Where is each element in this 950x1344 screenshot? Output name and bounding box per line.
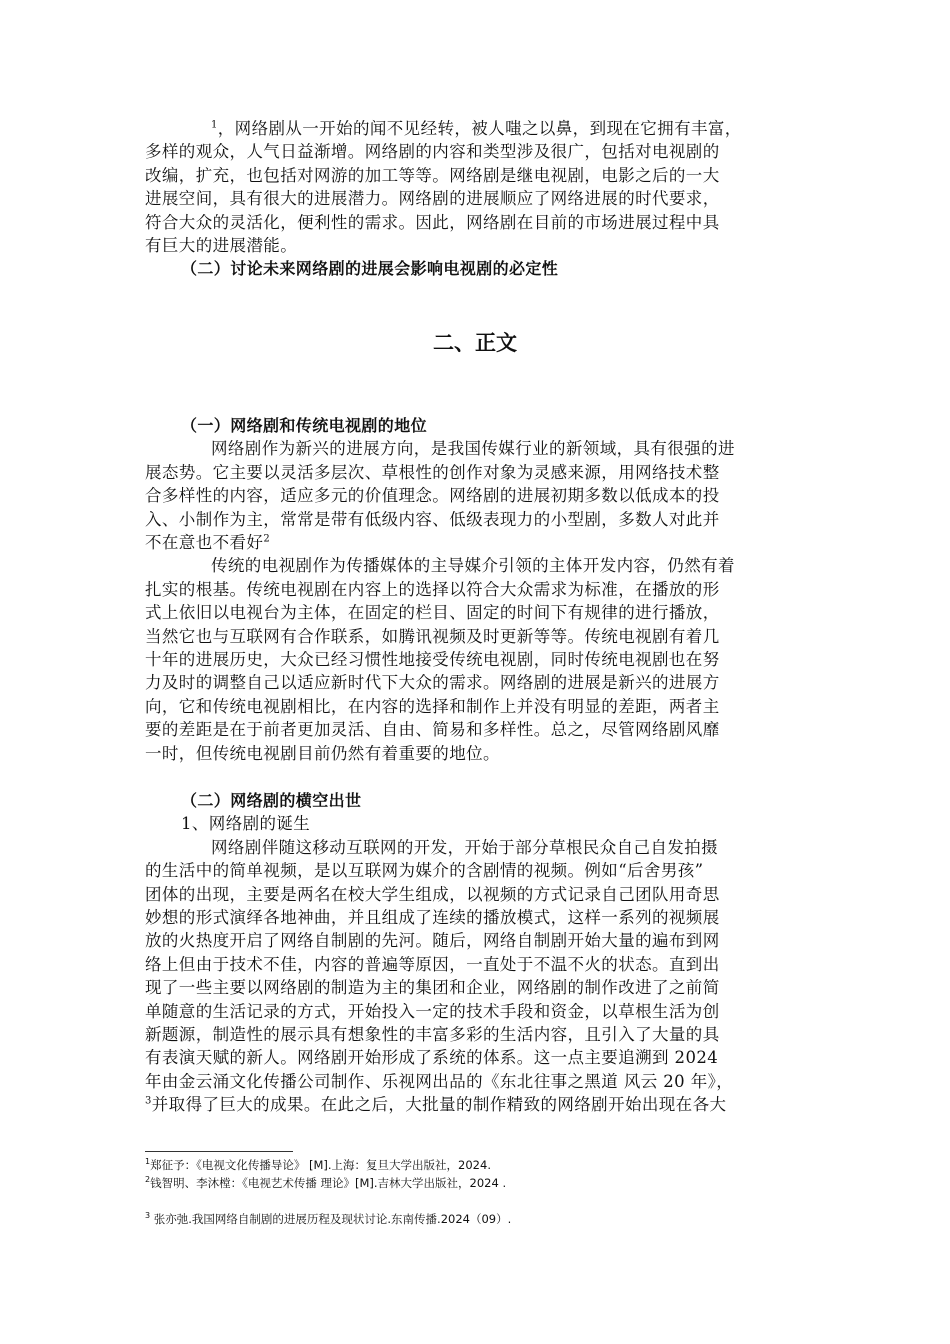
footnote: $^1$郑征予：《电视文化传播导论》 [M].上海：复旦大学出版社，2024.: [145, 1157, 491, 1172]
footnotes: [145, 1156, 805, 1228]
section-title: 二、正文: [433, 331, 517, 355]
sub-heading: 1、网络剧的诞生: [181, 814, 311, 834]
footnote: $^3$ 张亦弛.我国网络自制剧的进展历程及现状讨论.东南传播.2024（09）.: [145, 1211, 512, 1226]
paragraph-line: 有表演天赋的新人。网络剧开始形成了系统的体系。这一点主要追溯到 2024: [145, 1048, 719, 1068]
footnote-ref: 2: [263, 533, 271, 545]
paragraph-line: 并取得了巨大的成果。在此之后，大批量的制作精致的网络剧开始出现在各大: [151, 1095, 727, 1115]
paragraph-line: 的生活中的简单视频，是以互联网为媒介的含剧情的视频。例如“后舍男孩”: [145, 861, 704, 881]
paragraph-line: 传统的电视剧作为传播媒体的主导媒介引领的主体开发内容，仍然有着: [211, 556, 735, 576]
footnote-ref: 3: [145, 1095, 152, 1107]
paragraph-line: 现了一些主要以网络剧的制造为主的集团和企业，网络剧的制作改进了之前简: [145, 978, 720, 998]
paragraph-line: 网络剧伴随这移动互联网的开发，开始于部分草根民众自己自发拍摄: [211, 837, 718, 857]
footnote: $^2$钱智明、李沐樘：《电视艺术传播 理论》[M].吉林大学出版社，2024 .: [145, 1175, 507, 1190]
subsection-heading: （一）网络剧和传统电视剧的地位: [181, 416, 428, 435]
section-one: [145, 414, 805, 765]
paragraph-line: 符合大众的灵活化，便利性的需求。因此，网络剧在目前的市场进展过程中具: [145, 212, 720, 232]
paragraph-line: 网络剧作为新兴的进展方向，是我国传媒行业的新领域，具有很强的进: [211, 439, 735, 459]
paragraph-line: 放的火热度开启了网络自制剧的先河。随后，网络自制剧开始大量的遍布到网: [145, 931, 720, 951]
paragraph-line: 力及时的调整自己以适应新时代下大众的需求。网络剧的进展是新兴的进展方: [145, 673, 720, 693]
footnote-divider: [145, 1151, 293, 1152]
paragraph-line: 合多样性的内容，适应多元的价值理念。网络剧的进展初期多数以低成本的投: [145, 486, 720, 506]
paragraph-line: 新题源，制造性的展示具有想象性的丰富多彩的生活内容，且引入了大量的具: [145, 1025, 720, 1045]
paragraph-line: 改编，扩充，也包括对网游的加工等等。网络剧是继电视剧，电影之后的一大: [145, 165, 720, 185]
paragraph-line: 一时，但传统电视剧目前仍然有着重要的地位。: [145, 743, 500, 763]
paragraph-line: 不在意也不看好: [145, 533, 264, 553]
footnote-ref: 1: [211, 119, 218, 131]
paragraph-line: 十年的进展历史，大众已经习惯性地接受传统电视剧，同时传统电视剧也在努: [145, 650, 720, 670]
paragraph-line: 单随意的生活记录的方式，开始投入一定的技术手段和资金，以草根生活为创: [145, 1001, 720, 1021]
paragraph-line: 有巨大的进展潜能。: [145, 236, 298, 256]
subsection-heading: （二）讨论未来网络剧的进展会影响电视剧的必定性: [181, 259, 559, 279]
intro-paragraph: [145, 117, 805, 281]
paragraph-line: 扎实的根基。传统电视剧在内容上的选择以符合大众需求为标准，在播放的形: [145, 579, 720, 599]
subsection-heading: （二）网络剧的横空出世: [181, 791, 362, 810]
paragraph-line: 要的差距是在于前者更加灵活、自由、简易和多样性。总之，尽管网络剧风靡: [145, 720, 720, 740]
paragraph-line: 进展空间，具有很大的进展潜力。网络剧的进展顺应了网络进展的时代要求，: [145, 189, 720, 209]
section-two: [145, 789, 805, 1117]
paragraph-line: 入、小制作为主，常常是带有低级内容、低级表现力的小型剧，多数人对此并: [145, 509, 720, 529]
paragraph-line: 妙想的形式演绎各地神曲，并且组成了连续的播放模式，这样一系列的视频展: [145, 908, 720, 928]
paragraph-line: 络上但由于技术不佳，内容的普遍等原因，一直处于不温不火的状态。直到出: [145, 954, 720, 974]
paragraph-line: 团体的出现，主要是两名在校大学生组成，以视频的方式记录自己团队用奇思: [145, 884, 720, 904]
paragraph-line: ，网络剧从一开始的闻不见经转，被人嗤之以鼻，到现在它拥有丰富，: [217, 119, 742, 138]
paragraph-line: 年由金云涌文化传播公司制作、乐视网出品的《东北往事之黑道 风云 20 年》，: [145, 1071, 734, 1091]
paragraph-line: 多样的观众，人气日益渐增。网络剧的内容和类型涉及很广，包括对电视剧的: [145, 142, 720, 162]
paragraph-line: 向，它和传统电视剧相比，在内容的选择和制作上并没有明显的差距，两者主: [145, 696, 720, 716]
paragraph-line: 当然它也与互联网有合作联系，如腾讯视频及时更新等等。传统电视剧有着几: [145, 626, 720, 646]
paragraph-line: 式上依旧以电视台为主体，在固定的栏目、固定的时间下有规律的进行播放，: [145, 603, 720, 623]
paragraph-line: 展态势。它主要以灵活多层次、草根性的创作对象为灵感来源，用网络技术整: [145, 462, 720, 482]
